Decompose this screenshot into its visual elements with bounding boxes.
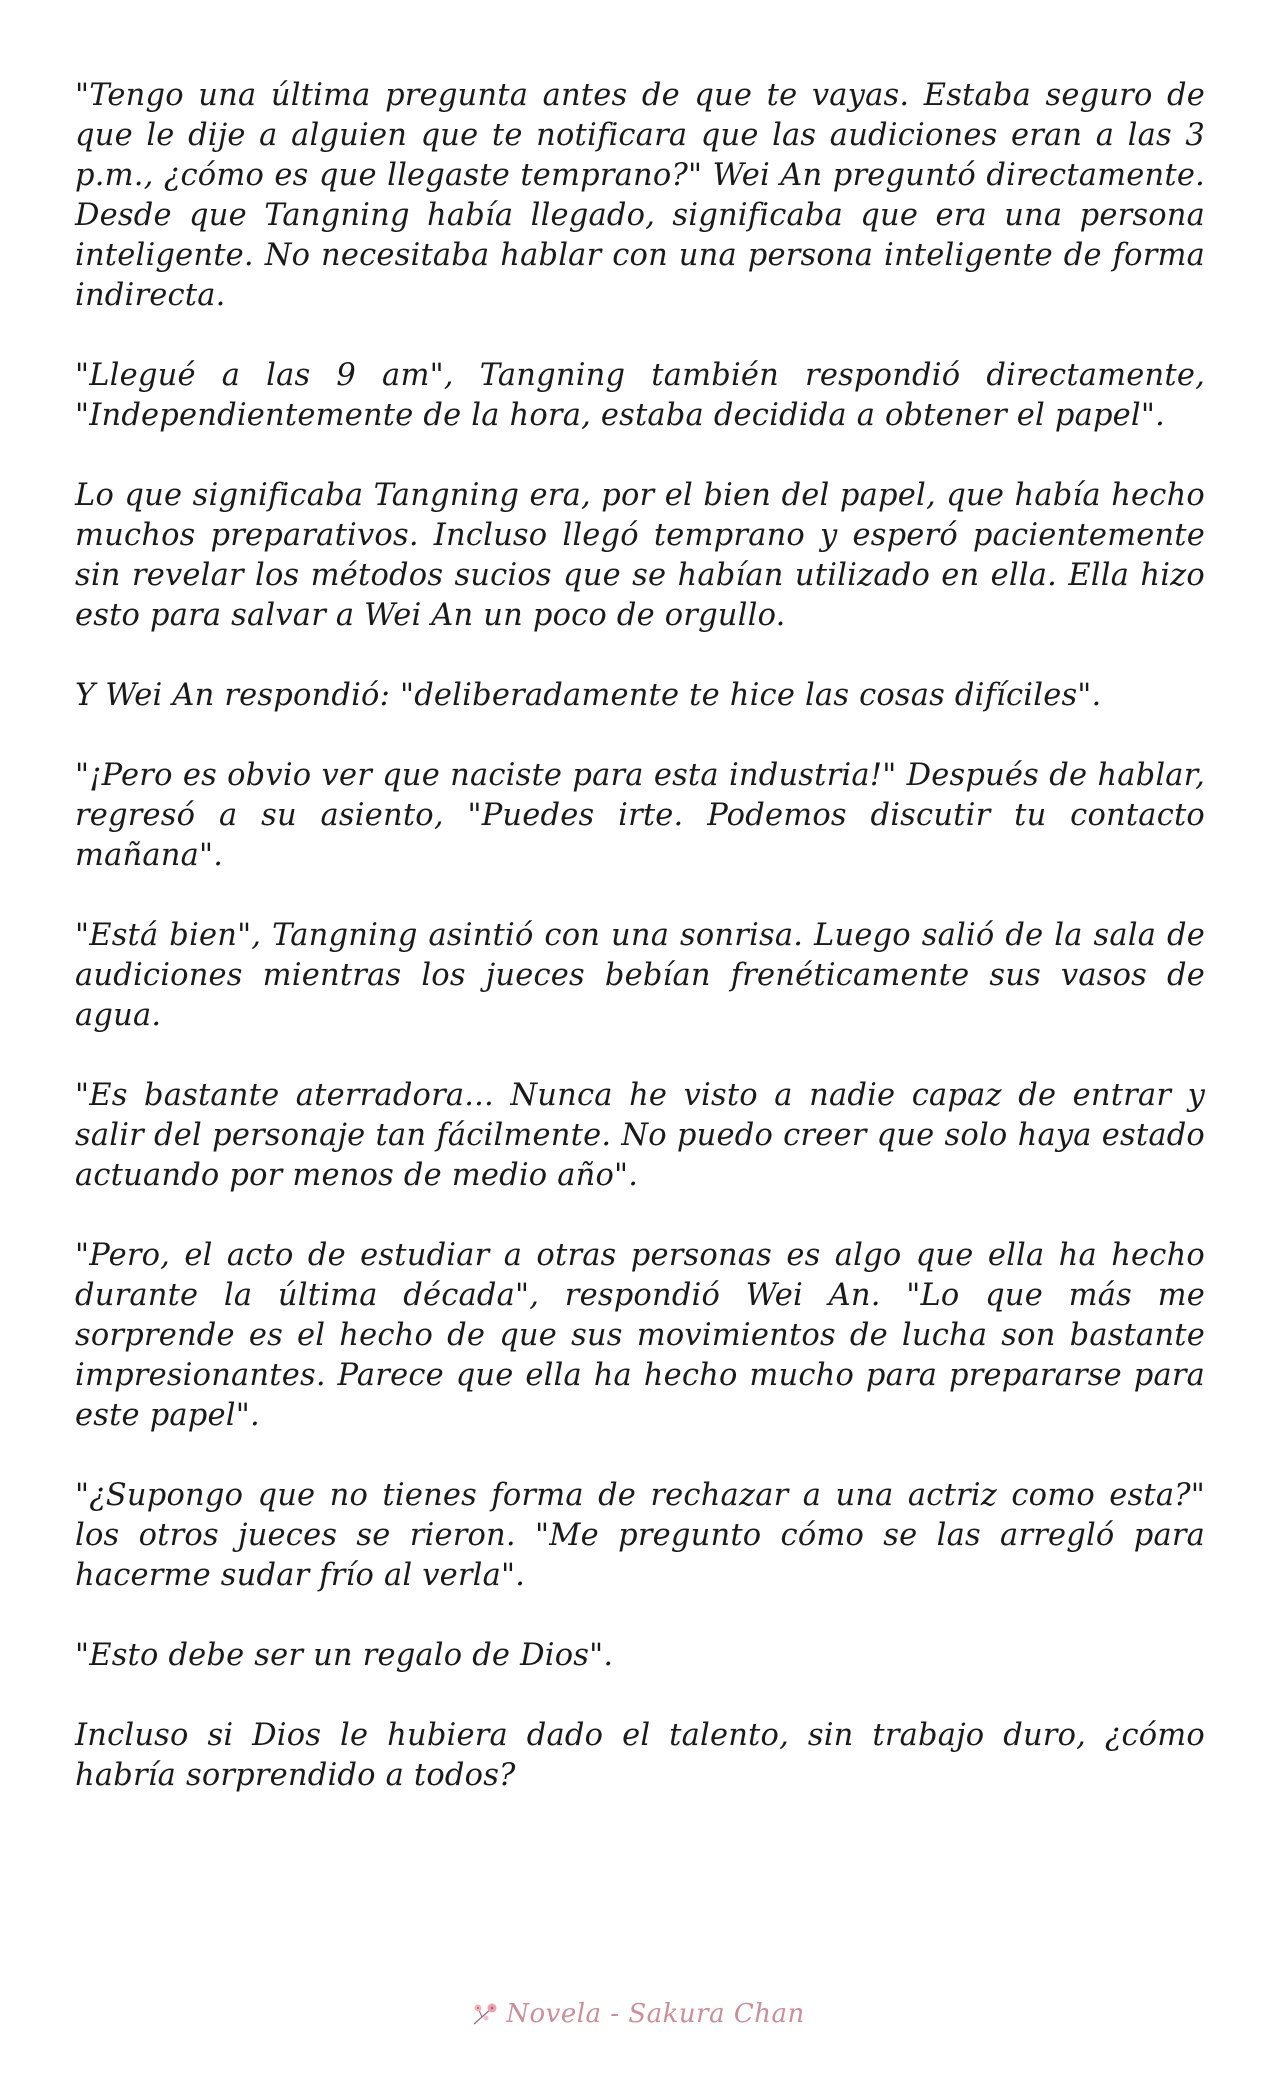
document-body bbox=[75, 76, 1205, 1836]
paragraph-3: Lo que significaba Tangning era, por el bien del papel, que había hecho muchos preparativos. Incluso llegó temprano y esperó pacientemente sin revelar los métodos sucios que se habían utilizado en ella. Ella hizo esto para salvar a Wei An un poco de orgullo. bbox=[75, 478, 1205, 633]
paragraph-7: "Es bastante aterradora... Nunca he visto a nadie capaz de entrar y salir del personaje tan fácilmente. No puedo creer que solo haya estado actuando por menos de medio año". bbox=[75, 1078, 1205, 1193]
sakura-flower-icon bbox=[470, 2000, 500, 2028]
paragraph-4: Y Wei An respondió: "deliberadamente te hice las cosas difíciles". bbox=[75, 678, 1102, 713]
paragraph-2: "Llegué a las 9 am", Tangning también respondió directamente, "Independientemente de la hora, estaba decidida a obtener el papel". bbox=[75, 358, 1205, 433]
paragraph-10: "Esto debe ser un regalo de Dios". bbox=[75, 1638, 614, 1673]
paragraph-1: "Tengo una última pregunta antes de que te vayas. Estaba seguro de que le dije a alguien que te notificara que las audiciones eran a las 3 p.m., ¿cómo es que llegaste temprano?" Wei An preguntó directamente. Desde que Tangning había llegado, significaba que era una persona inteligente. No necesitaba hablar con una persona inteligente de forma indirecta. bbox=[75, 78, 1205, 313]
footer-text: Novela - Sakura Chan bbox=[506, 1999, 805, 2029]
paragraph-6: "Está bien", Tangning asintió con una sonrisa. Luego salió de la sala de audiciones mientras los jueces bebían frenéticamente sus vasos de agua. bbox=[75, 918, 1205, 1033]
paragraph-9: "¿Supongo que no tienes forma de rechazar a una actriz como esta?" los otros jueces se rieron. "Me pregunto cómo se las arregló para hacerme sudar frío al verla". bbox=[75, 1478, 1205, 1593]
paragraph-5: "¡Pero es obvio ver que naciste para esta industria!" Después de hablar, regresó a su asiento, "Puedes irte. Podemos discutir tu contacto mañana". bbox=[75, 758, 1205, 873]
footer-watermark bbox=[0, 1994, 1275, 2034]
paragraph-11: Incluso si Dios le hubiera dado el talento, sin trabajo duro, ¿cómo habría sorprendido a todos? bbox=[75, 1718, 1205, 1793]
paragraph-8: "Pero, el acto de estudiar a otras personas es algo que ella ha hecho durante la última década", respondió Wei An. "Lo que más me sorprende es el hecho de que sus movimientos de lucha son bastante impresionantes. Parece que ella ha hecho mucho para prepararse para este papel". bbox=[75, 1238, 1205, 1433]
footer-inner bbox=[470, 1999, 805, 2029]
